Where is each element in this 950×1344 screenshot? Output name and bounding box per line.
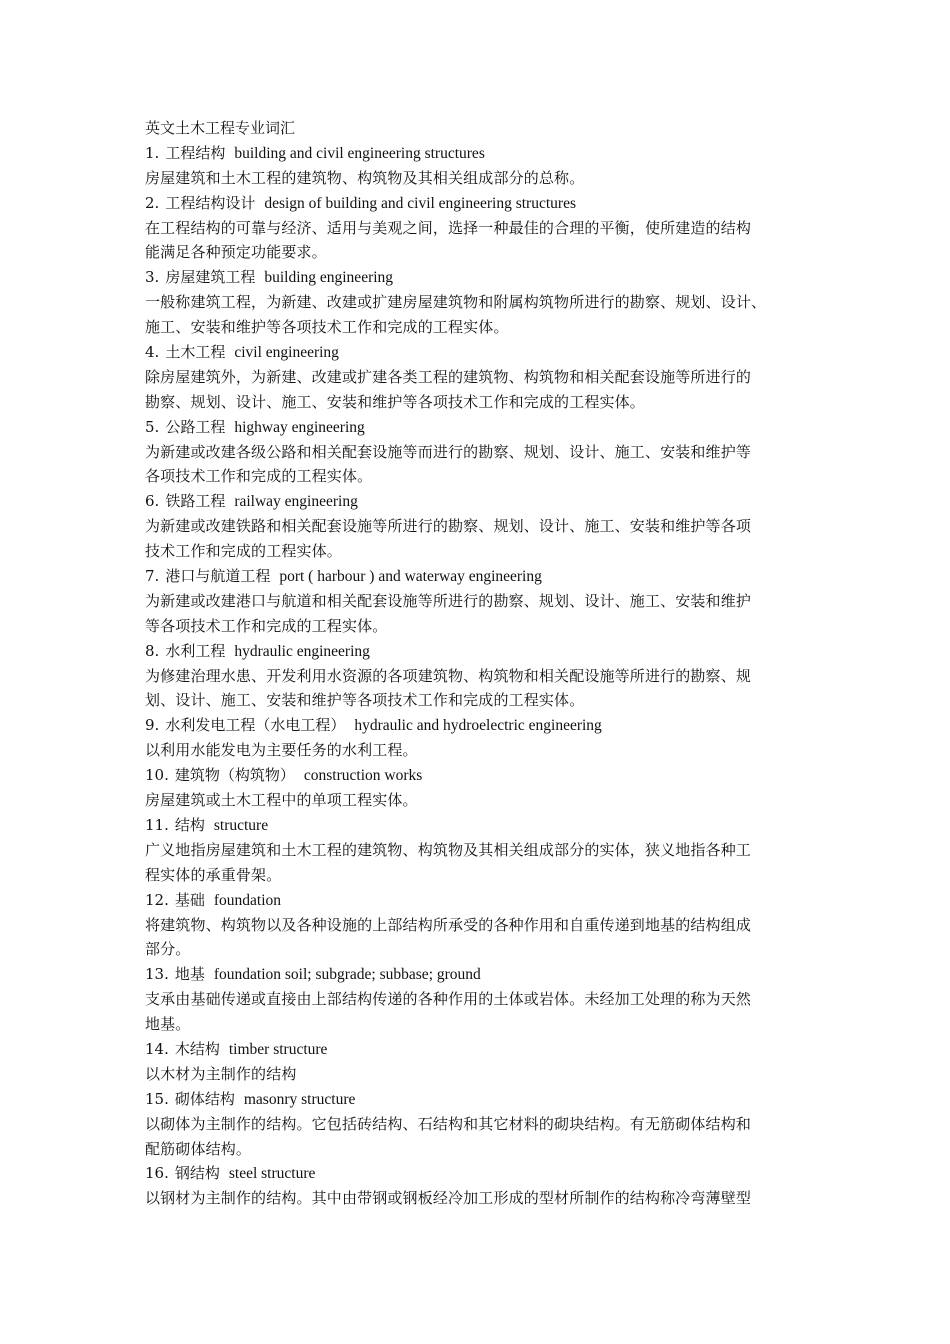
term-chinese: 工程结构: [165, 143, 226, 162]
term-number: 5.: [145, 417, 160, 436]
term-heading: [145, 1161, 809, 1186]
term-english: timber structure: [228, 1040, 328, 1058]
term-chinese: 工程结构设计: [165, 193, 256, 212]
term-chinese: 水利工程: [165, 641, 226, 660]
term-definition-line: 房屋建筑或土木工程中的单项工程实体。: [145, 791, 418, 810]
term-number: 8.: [145, 641, 160, 660]
term-heading: [145, 1037, 809, 1062]
term-chinese: 基础: [174, 890, 205, 909]
term-number: 6.: [145, 492, 160, 511]
term-number: 1.: [145, 143, 160, 162]
term-number: 12.: [145, 890, 169, 909]
term-english: port ( harbour ) and waterway engineering: [279, 568, 542, 586]
term-heading: [145, 415, 809, 440]
term-definition-line: 除房屋建筑外，为新建、改建或扩建各类工程的建筑物、构筑物和相关配套设施等所进行的: [145, 367, 752, 386]
term-definition-line: 能满足各种预定功能要求。: [145, 243, 327, 262]
term-english: railway engineering: [234, 493, 358, 511]
term-heading: [145, 265, 809, 290]
term-definition-line: 以利用水能发电为主要任务的水利工程。: [145, 741, 418, 760]
term-definition-line: 在工程结构的可靠与经济、适用与美观之间，选择一种最佳的合理的平衡，使所建造的结构: [145, 218, 752, 237]
term-heading: [145, 191, 809, 216]
term-heading: [145, 141, 809, 166]
term-definition-line: 以砌体为主制作的结构。它包括砖结构、石结构和其它材料的砌块结构。有无筋砌体结构和: [145, 1114, 752, 1133]
term-heading: [145, 713, 809, 738]
term-definition-line: 程实体的承重骨架。: [145, 865, 282, 884]
term-definition-line: 为新建或改建港口与航道和相关配套设施等所进行的勘察、规划、设计、施工、安装和维护: [145, 591, 752, 610]
term-definition-line: 为修建治理水患、开发利用水资源的各项建筑物、构筑物和相关配设施等所进行的勘察、规: [145, 666, 752, 685]
term-number: 13.: [145, 965, 169, 984]
term-definition-line: 技术工作和完成的工程实体。: [145, 542, 342, 561]
term-definition-line: 支承由基础传递或直接由上部结构传递的各种作用的土体或岩体。未经加工处理的称为天然: [145, 990, 752, 1009]
term-chinese: 砌体结构: [174, 1089, 235, 1108]
term-definition-line: 为新建或改建铁路和相关配套设施等所进行的勘察、规划、设计、施工、安装和维护等各项: [145, 517, 752, 536]
term-chinese: 港口与航道工程: [165, 567, 271, 586]
term-definition-line: 施工、安装和维护等各项技术工作和完成的工程实体。: [145, 318, 509, 337]
term-heading: [145, 639, 809, 664]
term-number: 7.: [145, 567, 160, 586]
term-english: hydraulic engineering: [234, 642, 370, 660]
term-definition-line: 以木材为主制作的结构: [145, 1064, 297, 1083]
term-heading: [145, 888, 809, 913]
term-english: building engineering: [264, 269, 394, 287]
term-definition-line: 配筋砌体结构。: [145, 1139, 252, 1158]
term-english: design of building and civil engineering structures: [264, 194, 576, 212]
term-chinese: 木结构: [174, 1039, 220, 1058]
term-chinese: 房屋建筑工程: [165, 268, 256, 287]
term-chinese: 地基: [174, 965, 205, 984]
term-heading: [145, 813, 809, 838]
term-definition-line: 一般称建筑工程，为新建、改建或扩建房屋建筑物和附属构筑物所进行的勘察、规划、设计、: [145, 293, 767, 312]
term-chinese: 公路工程: [165, 417, 226, 436]
term-definition-line: 各项技术工作和完成的工程实体。: [145, 467, 373, 486]
term-definition-line: 房屋建筑和土木工程的建筑物、构筑物及其相关组成部分的总称。: [145, 168, 585, 187]
term-english: civil engineering: [234, 344, 339, 362]
term-number: 10.: [145, 766, 169, 785]
term-definition-line: 勘察、规划、设计、施工、安装和维护等各项技术工作和完成的工程实体。: [145, 392, 645, 411]
term-english: steel structure: [228, 1165, 316, 1183]
term-number: 3.: [145, 268, 160, 287]
term-definition-line: 广义地指房屋建筑和土木工程的建筑物、构筑物及其相关组成部分的实体，狭义地指各种工: [145, 840, 752, 859]
term-english: foundation: [213, 891, 282, 909]
term-definition-line: 将建筑物、构筑物以及各种设施的上部结构所承受的各种作用和自重传递到地基的结构组成: [145, 915, 752, 934]
term-english: foundation soil; subgrade; subbase; ground: [213, 966, 481, 984]
term-english: construction works: [303, 767, 423, 785]
term-number: 14.: [145, 1039, 169, 1058]
term-chinese: 铁路工程: [165, 492, 226, 511]
term-english: hydraulic and hydroelectric engineering: [354, 717, 602, 735]
term-heading: [145, 340, 809, 365]
document-title: 英文土木工程专业词汇: [145, 119, 296, 137]
term-definition-line: 地基。: [145, 1015, 191, 1034]
term-chinese: 土木工程: [165, 343, 226, 362]
term-number: 2.: [145, 193, 160, 212]
term-definition-line: 划、设计、施工、安装和维护等各项技术工作和完成的工程实体。: [145, 691, 585, 710]
term-heading: [145, 763, 809, 788]
document-body: [145, 116, 809, 1211]
term-english: building and civil engineering structures: [234, 144, 485, 162]
term-chinese: 钢结构: [174, 1164, 220, 1183]
entry-list: [145, 141, 809, 1211]
term-heading: [145, 564, 809, 589]
term-english: structure: [213, 816, 269, 834]
term-definition-line: 部分。: [145, 940, 191, 959]
term-chinese: 结构: [174, 815, 205, 834]
term-definition-line: 等各项技术工作和完成的工程实体。: [145, 616, 388, 635]
term-number: 16.: [145, 1164, 169, 1183]
term-heading: [145, 962, 809, 987]
term-english: highway engineering: [234, 418, 365, 436]
term-chinese: 建筑物（构筑物）: [174, 766, 295, 785]
term-chinese: 水利发电工程（水电工程）: [165, 716, 346, 735]
term-english: masonry structure: [243, 1090, 356, 1108]
term-number: 9.: [145, 716, 160, 735]
term-number: 4.: [145, 343, 160, 362]
term-heading: [145, 489, 809, 514]
term-number: 15.: [145, 1089, 169, 1108]
term-definition-line: 以钢材为主制作的结构。其中由带钢或钢板经冷加工形成的型材所制作的结构称冷弯薄壁型: [145, 1189, 752, 1208]
term-heading: [145, 1087, 809, 1112]
term-number: 11.: [145, 815, 169, 834]
term-definition-line: 为新建或改建各级公路和相关配套设施等而进行的勘察、规划、设计、施工、安装和维护等: [145, 442, 752, 461]
